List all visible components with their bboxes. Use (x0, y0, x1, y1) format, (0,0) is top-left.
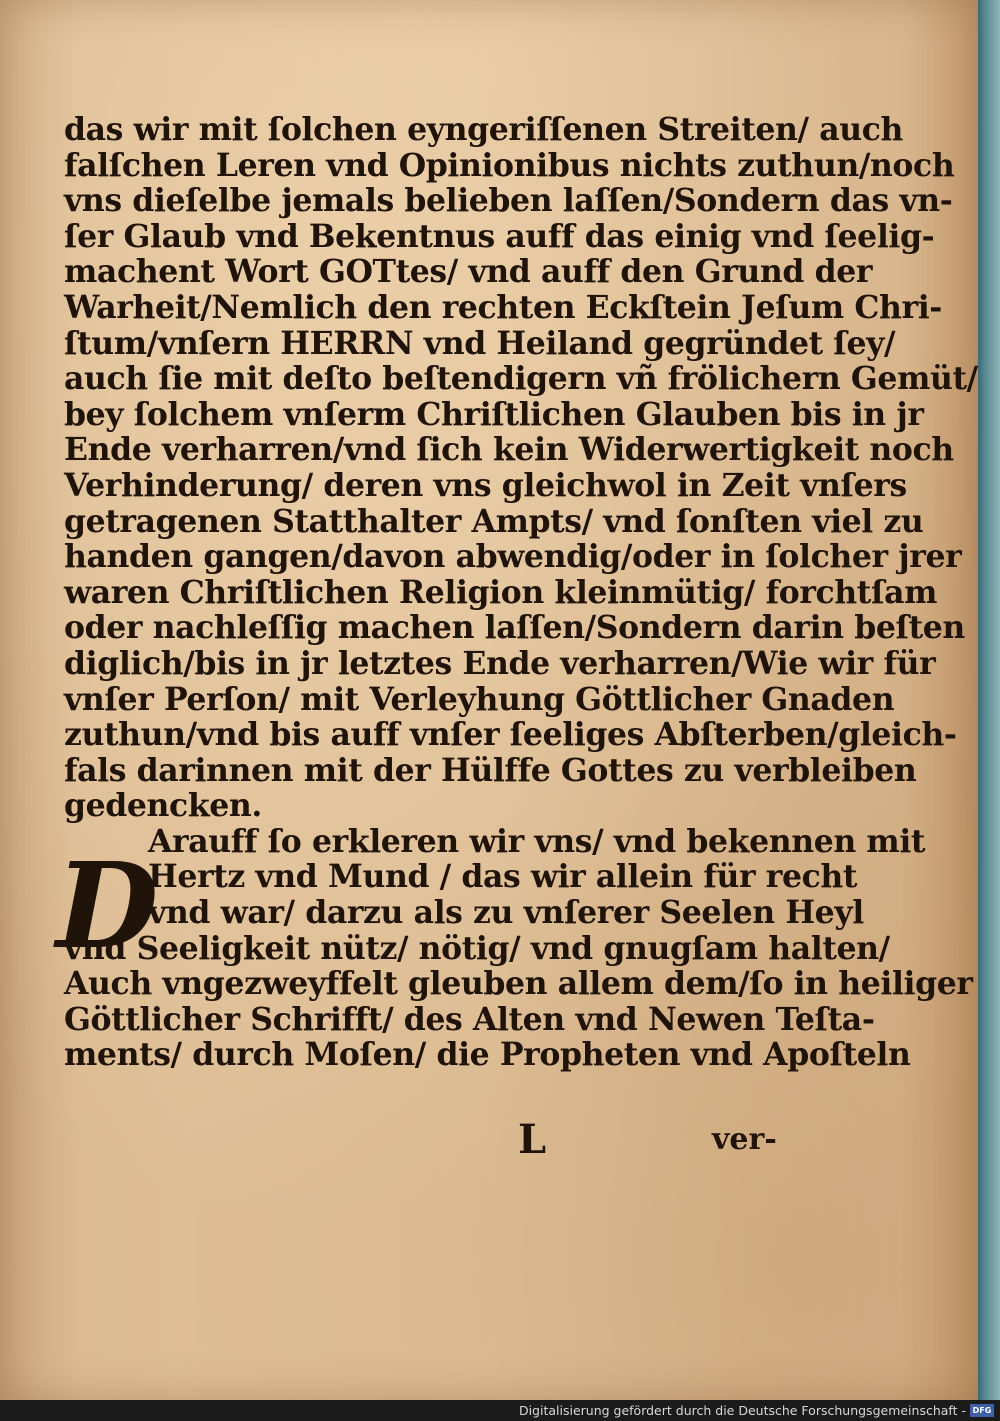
text-line: Hertz vnd Mund / das wir allein für recht (148, 858, 858, 896)
text-line: Göttlicher Schrifft/ des Alten vnd Newen Teſta- (64, 1000, 875, 1038)
text-line: das wir mit ſolchen eyngeriſſenen Streiten/ auch (64, 111, 904, 148)
text-line: diglich/bis in jr letztes Ende verharren/Wie wir für (64, 644, 936, 682)
text-line: auch ſie mit deſto beſtendigern vñ frölichern Gemüt/ (64, 360, 978, 398)
text-line: bey ſolchem vnſerm Chriſtlichen Glauben bis in jr (64, 395, 924, 433)
text-line: fals darinnen mit der Hülffe Gottes zu verbleiben (64, 751, 917, 789)
text-line: waren Chriſtlichen Religion kleinmütig/ forchtſam (64, 573, 938, 611)
text-line: vnſer Perſon/ mit Verleyhung Göttlicher Gnaden (64, 680, 895, 718)
text-line: oder nachleſſig machen laſſen/Sondern darin beſten (64, 609, 965, 647)
text-line: getragenen Statthalter Ampts/ vnd ſonſten viel zu (64, 502, 924, 540)
text-line: vnd Seeligkeit nütz/ nötig/ vnd gnugſam halten/ (64, 929, 890, 967)
scan-board-edge (975, 0, 1000, 1400)
text-line: ſtum/vnſern HERRN vnd Heiland gegründet ſey/ (64, 324, 896, 362)
text-line: vns dieſelbe jemals belieben laſſen/Sondern das vn- (64, 182, 953, 220)
text-line: Arauff ſo erkleren wir vns/ vnd bekennen mit (148, 822, 926, 860)
text-line: Verhinderung/ deren vns gleichwol in Zeit vnſers (64, 466, 907, 504)
text-line: Ende verharren/vnd ſich kein Widerwertigkeit noch (64, 431, 954, 469)
footer-bar (0, 1400, 1000, 1421)
text-line: ſer Glaub vnd Bekentnus auff das einig vnd ſeelig- (64, 217, 935, 255)
text-line: Warheit/Nemlich den rechten Eckſtein Jeſum Chri- (64, 288, 942, 326)
signature-mark: L (518, 1116, 547, 1163)
text-line: machent Wort GOTtes/ vnd auff den Grund der (64, 253, 873, 291)
text-line: gedencken. (64, 787, 262, 825)
text-line: zuthun/vnd bis auff vnſer ſeeliges Abſterben/gleich- (64, 716, 957, 754)
text-line: handen gangen/davon abwendig/oder in ſolcher jrer (64, 538, 962, 576)
text-line: Auch vngezweyffelt gleuben allem dem/ſo in heiliger (64, 965, 973, 1003)
funding-credit: Digitalisierung gefördert durch die Deutsche Forschungsgemeinschaft - (518, 1403, 966, 1418)
body-text (64, 111, 978, 1074)
text-line: falſchen Leren vnd Opinionibus nichts zuthun/noch (64, 146, 955, 184)
text-line: ments/ durch Moſen/ die Propheten vnd Apoſteln (64, 1036, 911, 1074)
catchword: ver- (712, 1122, 777, 1157)
text-line: vnd war/ darzu als zu vnſerer Seelen Heyl (148, 894, 864, 932)
decorated-initial: D (56, 836, 159, 975)
dfg-logo-icon: DFG (970, 1404, 994, 1417)
